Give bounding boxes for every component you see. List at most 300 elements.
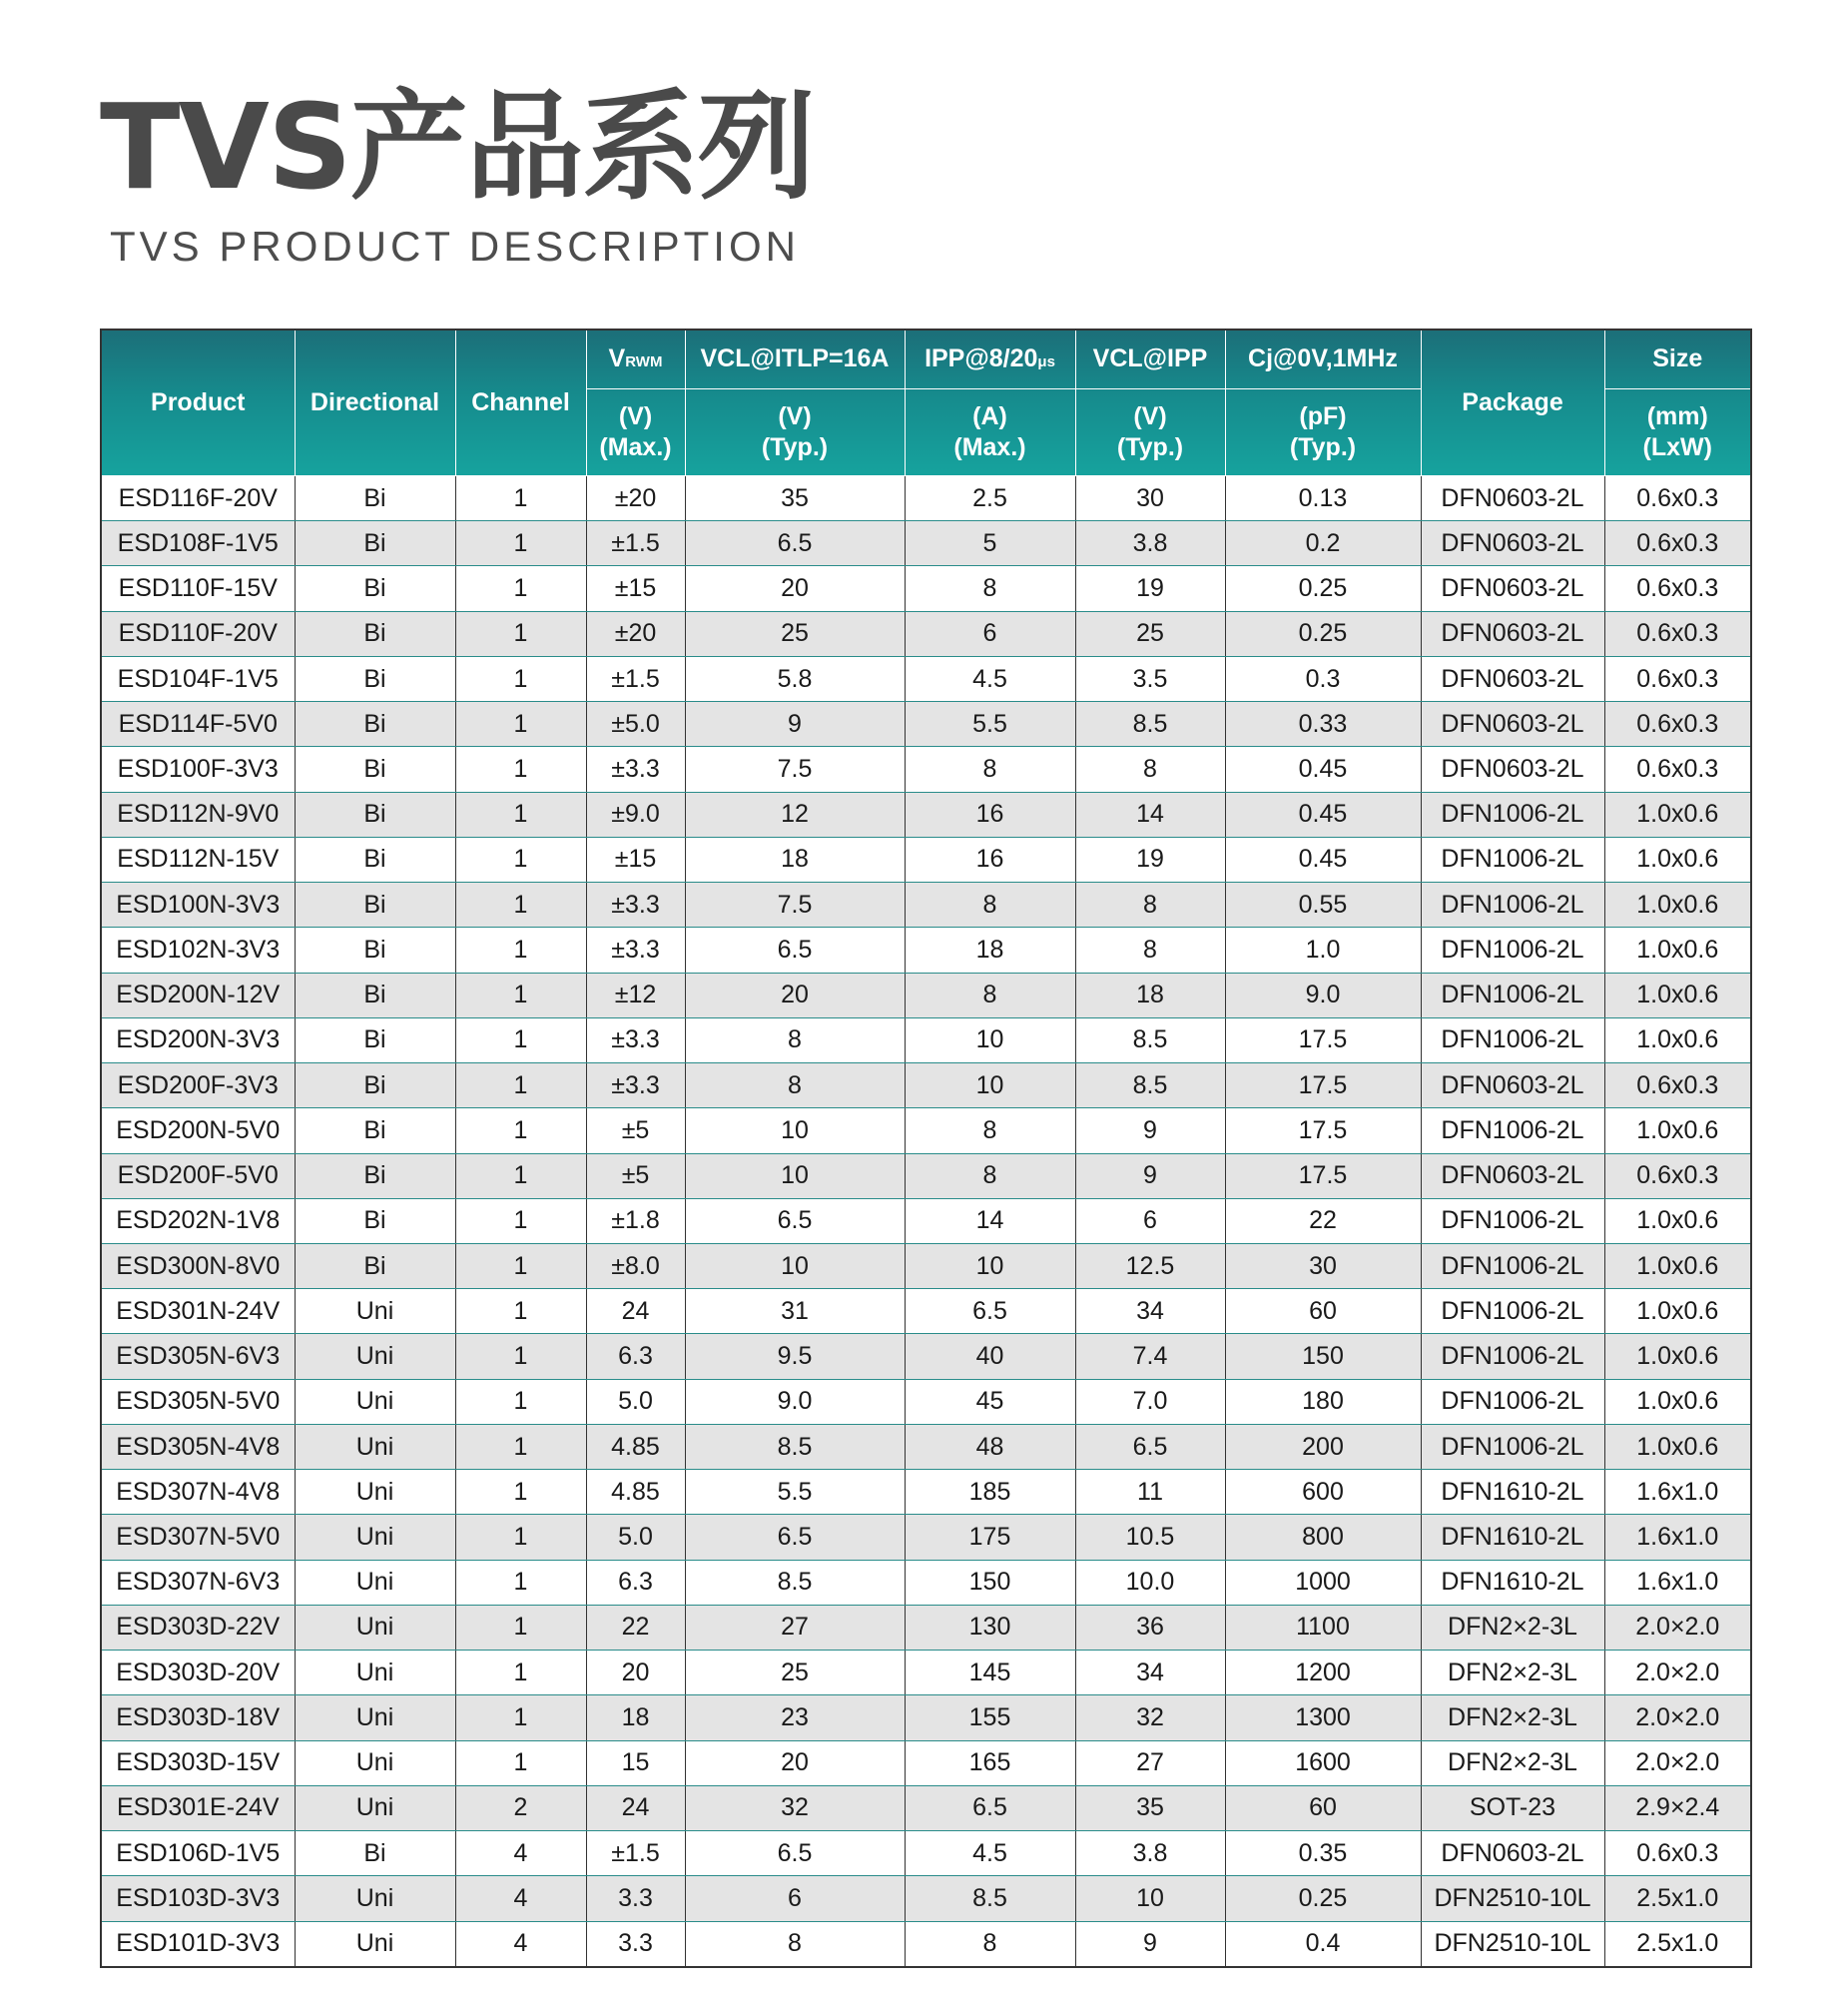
cell-package: DFN1610-2L bbox=[1421, 1560, 1604, 1605]
cell-directional: Uni bbox=[295, 1695, 455, 1740]
table-row bbox=[101, 1740, 1751, 1785]
cell-product: ESD116F-20V bbox=[101, 476, 295, 521]
cell-ipp: 14 bbox=[905, 1198, 1075, 1243]
cell-channel: 1 bbox=[455, 566, 586, 611]
cell-vcl-ipp: 14 bbox=[1075, 792, 1225, 837]
cell-product: ESD200N-12V bbox=[101, 973, 295, 1017]
cell-vrwm: 22 bbox=[586, 1605, 685, 1650]
cell-size: 2.9×2.4 bbox=[1604, 1785, 1751, 1830]
header-ipp bbox=[905, 330, 1075, 389]
cell-vcl-itlp: 9 bbox=[685, 702, 905, 747]
cell-directional: Uni bbox=[295, 1334, 455, 1379]
cell-vrwm: ±1.5 bbox=[586, 656, 685, 701]
cell-vcl-ipp: 9 bbox=[1075, 1153, 1225, 1198]
header-ipp-unit1: (A) bbox=[972, 401, 1007, 430]
cell-vcl-ipp: 11 bbox=[1075, 1470, 1225, 1515]
cell-cj: 22 bbox=[1225, 1198, 1421, 1243]
cell-vrwm: ±12 bbox=[586, 973, 685, 1017]
cell-vcl-ipp: 3.8 bbox=[1075, 521, 1225, 566]
cell-size: 1.6x1.0 bbox=[1604, 1560, 1751, 1605]
cell-vrwm: 3.3 bbox=[586, 1921, 685, 1967]
table-row bbox=[101, 837, 1751, 882]
header-product: Product bbox=[101, 330, 295, 476]
cell-product: ESD114F-5V0 bbox=[101, 702, 295, 747]
cell-ipp: 2.5 bbox=[905, 476, 1075, 521]
cell-vcl-itlp: 7.5 bbox=[685, 883, 905, 928]
cell-vcl-itlp: 25 bbox=[685, 1651, 905, 1695]
cell-channel: 1 bbox=[455, 747, 586, 792]
cell-package: DFN1006-2L bbox=[1421, 1334, 1604, 1379]
table-row bbox=[101, 1560, 1751, 1605]
cell-vrwm: 18 bbox=[586, 1695, 685, 1740]
cell-vcl-ipp: 8.5 bbox=[1075, 1063, 1225, 1108]
table-row bbox=[101, 747, 1751, 792]
cell-channel: 1 bbox=[455, 521, 586, 566]
cell-package: DFN0603-2L bbox=[1421, 611, 1604, 656]
cell-vrwm: 6.3 bbox=[586, 1334, 685, 1379]
cell-channel: 1 bbox=[455, 792, 586, 837]
cell-vcl-itlp: 32 bbox=[685, 1785, 905, 1830]
cell-vcl-ipp: 8.5 bbox=[1075, 1017, 1225, 1062]
cell-ipp: 48 bbox=[905, 1424, 1075, 1469]
cell-size: 2.0×2.0 bbox=[1604, 1695, 1751, 1740]
header-vcl-ipp: VCL@IPP bbox=[1075, 330, 1225, 389]
cell-size: 2.0×2.0 bbox=[1604, 1605, 1751, 1650]
cell-directional: Uni bbox=[295, 1605, 455, 1650]
cell-vcl-itlp: 10 bbox=[685, 1108, 905, 1153]
cell-product: ESD100N-3V3 bbox=[101, 883, 295, 928]
cell-vrwm: 3.3 bbox=[586, 1876, 685, 1921]
header-vrwm-unit bbox=[586, 389, 685, 476]
table-row bbox=[101, 1334, 1751, 1379]
cell-directional: Bi bbox=[295, 928, 455, 973]
cell-size: 0.6x0.3 bbox=[1604, 566, 1751, 611]
cell-directional: Bi bbox=[295, 1017, 455, 1062]
cell-vrwm: ±1.5 bbox=[586, 521, 685, 566]
cell-product: ESD108F-1V5 bbox=[101, 521, 295, 566]
cell-product: ESD301N-24V bbox=[101, 1289, 295, 1334]
cell-package: DFN0603-2L bbox=[1421, 747, 1604, 792]
cell-ipp: 18 bbox=[905, 928, 1075, 973]
cell-product: ESD202N-1V8 bbox=[101, 1198, 295, 1243]
cell-product: ESD112N-9V0 bbox=[101, 792, 295, 837]
cell-product: ESD200N-3V3 bbox=[101, 1017, 295, 1062]
cell-cj: 0.35 bbox=[1225, 1831, 1421, 1876]
cell-size: 1.0x0.6 bbox=[1604, 1424, 1751, 1469]
cell-channel: 1 bbox=[455, 928, 586, 973]
header-vrwm-unit1: (V) bbox=[618, 401, 653, 430]
header-vrwm-main: V bbox=[608, 344, 626, 373]
cell-cj: 150 bbox=[1225, 1334, 1421, 1379]
cell-package: DFN1006-2L bbox=[1421, 928, 1604, 973]
cell-vrwm: ±3.3 bbox=[586, 883, 685, 928]
cell-product: ESD300N-8V0 bbox=[101, 1243, 295, 1288]
header-vcl-itlp-unit1: (V) bbox=[778, 401, 812, 430]
header-size-unit1: (mm) bbox=[1646, 401, 1708, 430]
cell-vcl-itlp: 6.5 bbox=[685, 1831, 905, 1876]
cell-vcl-itlp: 9.5 bbox=[685, 1334, 905, 1379]
cell-package: DFN1006-2L bbox=[1421, 1243, 1604, 1288]
cell-channel: 1 bbox=[455, 1063, 586, 1108]
header-channel: Channel bbox=[455, 330, 586, 476]
cell-ipp: 8 bbox=[905, 1108, 1075, 1153]
cell-vcl-itlp: 35 bbox=[685, 476, 905, 521]
table-row bbox=[101, 1108, 1751, 1153]
cell-vrwm: ±20 bbox=[586, 611, 685, 656]
cell-ipp: 8 bbox=[905, 973, 1075, 1017]
cell-vcl-itlp: 27 bbox=[685, 1605, 905, 1650]
cell-directional: Uni bbox=[295, 1289, 455, 1334]
cell-ipp: 4.5 bbox=[905, 1831, 1075, 1876]
cell-package: DFN2×2-3L bbox=[1421, 1651, 1604, 1695]
cell-product: ESD110F-15V bbox=[101, 566, 295, 611]
cell-size: 0.6x0.3 bbox=[1604, 702, 1751, 747]
cell-vrwm: ±1.5 bbox=[586, 1831, 685, 1876]
cell-vcl-ipp: 6 bbox=[1075, 1198, 1225, 1243]
cell-channel: 1 bbox=[455, 1560, 586, 1605]
table-row bbox=[101, 1198, 1751, 1243]
cell-directional: Uni bbox=[295, 1470, 455, 1515]
cell-channel: 1 bbox=[455, 1424, 586, 1469]
cell-package: DFN1006-2L bbox=[1421, 1017, 1604, 1062]
cell-directional: Uni bbox=[295, 1515, 455, 1560]
cell-package: DFN0603-2L bbox=[1421, 1153, 1604, 1198]
cell-vcl-itlp: 8.5 bbox=[685, 1560, 905, 1605]
cell-vcl-itlp: 5.5 bbox=[685, 1470, 905, 1515]
cell-channel: 1 bbox=[455, 611, 586, 656]
table-row bbox=[101, 883, 1751, 928]
cell-size: 1.6x1.0 bbox=[1604, 1515, 1751, 1560]
cell-vrwm: ±1.8 bbox=[586, 1198, 685, 1243]
cell-channel: 1 bbox=[455, 476, 586, 521]
cell-size: 0.6x0.3 bbox=[1604, 656, 1751, 701]
cell-cj: 180 bbox=[1225, 1379, 1421, 1424]
header-ipp-sub: μs bbox=[1037, 353, 1055, 371]
table-row bbox=[101, 792, 1751, 837]
cell-vcl-ipp: 10 bbox=[1075, 1876, 1225, 1921]
cell-ipp: 8 bbox=[905, 747, 1075, 792]
cell-cj: 30 bbox=[1225, 1243, 1421, 1288]
cell-channel: 1 bbox=[455, 1470, 586, 1515]
cell-package: DFN0603-2L bbox=[1421, 1063, 1604, 1108]
table-row bbox=[101, 1243, 1751, 1288]
cell-package: DFN1610-2L bbox=[1421, 1515, 1604, 1560]
cell-package: DFN2510-10L bbox=[1421, 1876, 1604, 1921]
cell-vcl-itlp: 10 bbox=[685, 1153, 905, 1198]
cell-package: DFN0603-2L bbox=[1421, 1831, 1604, 1876]
cell-product: ESD103D-3V3 bbox=[101, 1876, 295, 1921]
header-directional: Directional bbox=[295, 330, 455, 476]
cell-cj: 0.3 bbox=[1225, 656, 1421, 701]
cell-product: ESD200F-5V0 bbox=[101, 1153, 295, 1198]
header-cj-unit2: (Typ.) bbox=[1289, 433, 1357, 461]
header-vrwm-unit2: (Max.) bbox=[599, 433, 672, 461]
cell-cj: 1000 bbox=[1225, 1560, 1421, 1605]
cell-cj: 17.5 bbox=[1225, 1017, 1421, 1062]
cell-directional: Bi bbox=[295, 702, 455, 747]
cell-channel: 1 bbox=[455, 1243, 586, 1288]
cell-vcl-itlp: 31 bbox=[685, 1289, 905, 1334]
cell-ipp: 8 bbox=[905, 566, 1075, 611]
cell-vrwm: 24 bbox=[586, 1785, 685, 1830]
cell-directional: Uni bbox=[295, 1740, 455, 1785]
cell-vrwm: ±20 bbox=[586, 476, 685, 521]
header-ipp-unit bbox=[905, 389, 1075, 476]
cell-vcl-ipp: 10.0 bbox=[1075, 1560, 1225, 1605]
cell-size: 1.0x0.6 bbox=[1604, 792, 1751, 837]
cell-product: ESD200N-5V0 bbox=[101, 1108, 295, 1153]
table-row bbox=[101, 1921, 1751, 1967]
cell-directional: Bi bbox=[295, 1831, 455, 1876]
table-row bbox=[101, 656, 1751, 701]
cell-vcl-ipp: 8 bbox=[1075, 883, 1225, 928]
cell-ipp: 45 bbox=[905, 1379, 1075, 1424]
cell-product: ESD307N-4V8 bbox=[101, 1470, 295, 1515]
cell-cj: 60 bbox=[1225, 1785, 1421, 1830]
cell-package: DFN2×2-3L bbox=[1421, 1605, 1604, 1650]
cell-cj: 17.5 bbox=[1225, 1108, 1421, 1153]
cell-size: 1.0x0.6 bbox=[1604, 1198, 1751, 1243]
table-row bbox=[101, 1695, 1751, 1740]
cell-channel: 1 bbox=[455, 1695, 586, 1740]
cell-product: ESD307N-6V3 bbox=[101, 1560, 295, 1605]
header-ipp-unit2: (Max.) bbox=[953, 433, 1026, 461]
cell-cj: 17.5 bbox=[1225, 1153, 1421, 1198]
cell-ipp: 150 bbox=[905, 1560, 1075, 1605]
page-title: TVS产品系列 bbox=[100, 78, 814, 216]
cell-ipp: 16 bbox=[905, 792, 1075, 837]
cell-package: DFN1006-2L bbox=[1421, 837, 1604, 882]
cell-cj: 0.45 bbox=[1225, 792, 1421, 837]
cell-product: ESD301E-24V bbox=[101, 1785, 295, 1830]
cell-ipp: 155 bbox=[905, 1695, 1075, 1740]
cell-vcl-itlp: 6.5 bbox=[685, 928, 905, 973]
cell-product: ESD100F-3V3 bbox=[101, 747, 295, 792]
cell-size: 0.6x0.3 bbox=[1604, 1063, 1751, 1108]
table-row bbox=[101, 928, 1751, 973]
cell-channel: 1 bbox=[455, 656, 586, 701]
cell-vrwm: ±5 bbox=[586, 1153, 685, 1198]
cell-channel: 1 bbox=[455, 1153, 586, 1198]
cell-ipp: 4.5 bbox=[905, 656, 1075, 701]
cell-cj: 1600 bbox=[1225, 1740, 1421, 1785]
cell-size: 1.0x0.6 bbox=[1604, 837, 1751, 882]
cell-product: ESD106D-1V5 bbox=[101, 1831, 295, 1876]
cell-channel: 1 bbox=[455, 702, 586, 747]
cell-vcl-itlp: 6.5 bbox=[685, 1515, 905, 1560]
cell-directional: Bi bbox=[295, 1063, 455, 1108]
cell-vrwm: ±15 bbox=[586, 837, 685, 882]
cell-size: 1.0x0.6 bbox=[1604, 1243, 1751, 1288]
cell-directional: Uni bbox=[295, 1651, 455, 1695]
cell-cj: 1100 bbox=[1225, 1605, 1421, 1650]
cell-package: DFN0603-2L bbox=[1421, 656, 1604, 701]
table-row bbox=[101, 1379, 1751, 1424]
cell-ipp: 8 bbox=[905, 883, 1075, 928]
cell-channel: 4 bbox=[455, 1876, 586, 1921]
cell-cj: 0.55 bbox=[1225, 883, 1421, 928]
table-body bbox=[101, 476, 1751, 1968]
cell-vrwm: ±3.3 bbox=[586, 1017, 685, 1062]
cell-ipp: 165 bbox=[905, 1740, 1075, 1785]
cell-vcl-ipp: 30 bbox=[1075, 476, 1225, 521]
cell-ipp: 5.5 bbox=[905, 702, 1075, 747]
table-row bbox=[101, 521, 1751, 566]
header-size-unit bbox=[1604, 389, 1751, 476]
cell-ipp: 8.5 bbox=[905, 1876, 1075, 1921]
cell-product: ESD303D-18V bbox=[101, 1695, 295, 1740]
header-size: Size bbox=[1604, 330, 1751, 389]
cell-vrwm: 6.3 bbox=[586, 1560, 685, 1605]
cell-vrwm: 4.85 bbox=[586, 1424, 685, 1469]
cell-size: 1.0x0.6 bbox=[1604, 1379, 1751, 1424]
cell-channel: 1 bbox=[455, 1651, 586, 1695]
cell-package: DFN1006-2L bbox=[1421, 883, 1604, 928]
cell-cj: 0.4 bbox=[1225, 1921, 1421, 1967]
cell-vrwm: 5.0 bbox=[586, 1515, 685, 1560]
cell-vcl-ipp: 36 bbox=[1075, 1605, 1225, 1650]
cell-product: ESD307N-5V0 bbox=[101, 1515, 295, 1560]
cell-channel: 1 bbox=[455, 1017, 586, 1062]
cell-vcl-itlp: 20 bbox=[685, 973, 905, 1017]
cell-ipp: 145 bbox=[905, 1651, 1075, 1695]
cell-cj: 1.0 bbox=[1225, 928, 1421, 973]
cell-ipp: 8 bbox=[905, 1921, 1075, 1967]
cell-vrwm: ±8.0 bbox=[586, 1243, 685, 1288]
cell-package: DFN1006-2L bbox=[1421, 792, 1604, 837]
cell-vcl-ipp: 34 bbox=[1075, 1289, 1225, 1334]
cell-package: DFN0603-2L bbox=[1421, 521, 1604, 566]
cell-cj: 0.45 bbox=[1225, 837, 1421, 882]
header-vrwm bbox=[586, 330, 685, 389]
cell-vcl-ipp: 12.5 bbox=[1075, 1243, 1225, 1288]
cell-size: 1.6x1.0 bbox=[1604, 1470, 1751, 1515]
cell-size: 2.0×2.0 bbox=[1604, 1651, 1751, 1695]
cell-cj: 0.45 bbox=[1225, 747, 1421, 792]
cell-channel: 4 bbox=[455, 1921, 586, 1967]
cell-vcl-itlp: 25 bbox=[685, 611, 905, 656]
cell-ipp: 10 bbox=[905, 1017, 1075, 1062]
cell-channel: 2 bbox=[455, 1785, 586, 1830]
cell-vcl-ipp: 25 bbox=[1075, 611, 1225, 656]
cell-vcl-itlp: 20 bbox=[685, 1740, 905, 1785]
cell-package: DFN1006-2L bbox=[1421, 1289, 1604, 1334]
cell-package: DFN1006-2L bbox=[1421, 1424, 1604, 1469]
cell-package: DFN0603-2L bbox=[1421, 476, 1604, 521]
cell-channel: 1 bbox=[455, 1605, 586, 1650]
cell-product: ESD303D-20V bbox=[101, 1651, 295, 1695]
cell-cj: 60 bbox=[1225, 1289, 1421, 1334]
cell-product: ESD305N-5V0 bbox=[101, 1379, 295, 1424]
cell-directional: Bi bbox=[295, 1108, 455, 1153]
cell-product: ESD110F-20V bbox=[101, 611, 295, 656]
cell-size: 0.6x0.3 bbox=[1604, 747, 1751, 792]
cell-vcl-itlp: 12 bbox=[685, 792, 905, 837]
cell-vrwm: ±5 bbox=[586, 1108, 685, 1153]
table-row bbox=[101, 1063, 1751, 1108]
cell-vcl-ipp: 35 bbox=[1075, 1785, 1225, 1830]
cell-directional: Bi bbox=[295, 837, 455, 882]
cell-package: DFN1006-2L bbox=[1421, 1379, 1604, 1424]
cell-cj: 600 bbox=[1225, 1470, 1421, 1515]
cell-vcl-ipp: 19 bbox=[1075, 837, 1225, 882]
cell-vcl-ipp: 9 bbox=[1075, 1108, 1225, 1153]
table-row bbox=[101, 1605, 1751, 1650]
cell-vrwm: ±15 bbox=[586, 566, 685, 611]
cell-product: ESD305N-4V8 bbox=[101, 1424, 295, 1469]
cell-directional: Uni bbox=[295, 1921, 455, 1967]
cell-channel: 1 bbox=[455, 883, 586, 928]
header-vcl-itlp: VCL@ITLP=16A bbox=[685, 330, 905, 389]
cell-ipp: 5 bbox=[905, 521, 1075, 566]
cell-vcl-itlp: 20 bbox=[685, 566, 905, 611]
cell-vrwm: ±3.3 bbox=[586, 1063, 685, 1108]
cell-vcl-ipp: 9 bbox=[1075, 1921, 1225, 1967]
cell-vrwm: 4.85 bbox=[586, 1470, 685, 1515]
table-row bbox=[101, 1470, 1751, 1515]
cell-vrwm: ±5.0 bbox=[586, 702, 685, 747]
cell-vcl-ipp: 7.0 bbox=[1075, 1379, 1225, 1424]
cell-channel: 1 bbox=[455, 1108, 586, 1153]
table-row bbox=[101, 1424, 1751, 1469]
table-row bbox=[101, 1289, 1751, 1334]
cell-cj: 0.2 bbox=[1225, 521, 1421, 566]
header-vcl-ipp-unit1: (V) bbox=[1133, 401, 1167, 430]
table-row bbox=[101, 702, 1751, 747]
cell-vcl-ipp: 10.5 bbox=[1075, 1515, 1225, 1560]
cell-vcl-ipp: 8 bbox=[1075, 747, 1225, 792]
cell-ipp: 10 bbox=[905, 1063, 1075, 1108]
product-table-container bbox=[100, 329, 1750, 1968]
cell-vcl-ipp: 7.4 bbox=[1075, 1334, 1225, 1379]
cell-directional: Bi bbox=[295, 973, 455, 1017]
cell-directional: Bi bbox=[295, 747, 455, 792]
cell-product: ESD112N-15V bbox=[101, 837, 295, 882]
table-row bbox=[101, 611, 1751, 656]
cell-package: DFN0603-2L bbox=[1421, 566, 1604, 611]
header-vrwm-sub: RWM bbox=[625, 353, 663, 371]
cell-vrwm: 24 bbox=[586, 1289, 685, 1334]
cell-size: 2.5x1.0 bbox=[1604, 1876, 1751, 1921]
cell-size: 0.6x0.3 bbox=[1604, 1831, 1751, 1876]
table-row bbox=[101, 1651, 1751, 1695]
cell-directional: Bi bbox=[295, 1153, 455, 1198]
table-row bbox=[101, 1831, 1751, 1876]
cell-vcl-ipp: 6.5 bbox=[1075, 1424, 1225, 1469]
cell-directional: Bi bbox=[295, 883, 455, 928]
cell-vcl-ipp: 8 bbox=[1075, 928, 1225, 973]
header-vcl-ipp-unit bbox=[1075, 389, 1225, 476]
page-subtitle: TVS PRODUCT DESCRIPTION bbox=[110, 223, 800, 270]
cell-channel: 4 bbox=[455, 1831, 586, 1876]
header-cj-unit1: (pF) bbox=[1299, 401, 1347, 430]
cell-channel: 1 bbox=[455, 973, 586, 1017]
cell-vcl-itlp: 23 bbox=[685, 1695, 905, 1740]
cell-directional: Bi bbox=[295, 476, 455, 521]
cell-vrwm: 20 bbox=[586, 1651, 685, 1695]
cell-cj: 0.33 bbox=[1225, 702, 1421, 747]
cell-package: DFN2×2-3L bbox=[1421, 1695, 1604, 1740]
cell-ipp: 185 bbox=[905, 1470, 1075, 1515]
cell-size: 1.0x0.6 bbox=[1604, 1108, 1751, 1153]
cell-channel: 1 bbox=[455, 1379, 586, 1424]
cell-vcl-itlp: 10 bbox=[685, 1243, 905, 1288]
header-ipp-main: IPP@8/20 bbox=[924, 344, 1038, 373]
header-vcl-itlp-unit bbox=[685, 389, 905, 476]
cell-ipp: 6.5 bbox=[905, 1289, 1075, 1334]
cell-cj: 0.25 bbox=[1225, 611, 1421, 656]
cell-directional: Bi bbox=[295, 566, 455, 611]
